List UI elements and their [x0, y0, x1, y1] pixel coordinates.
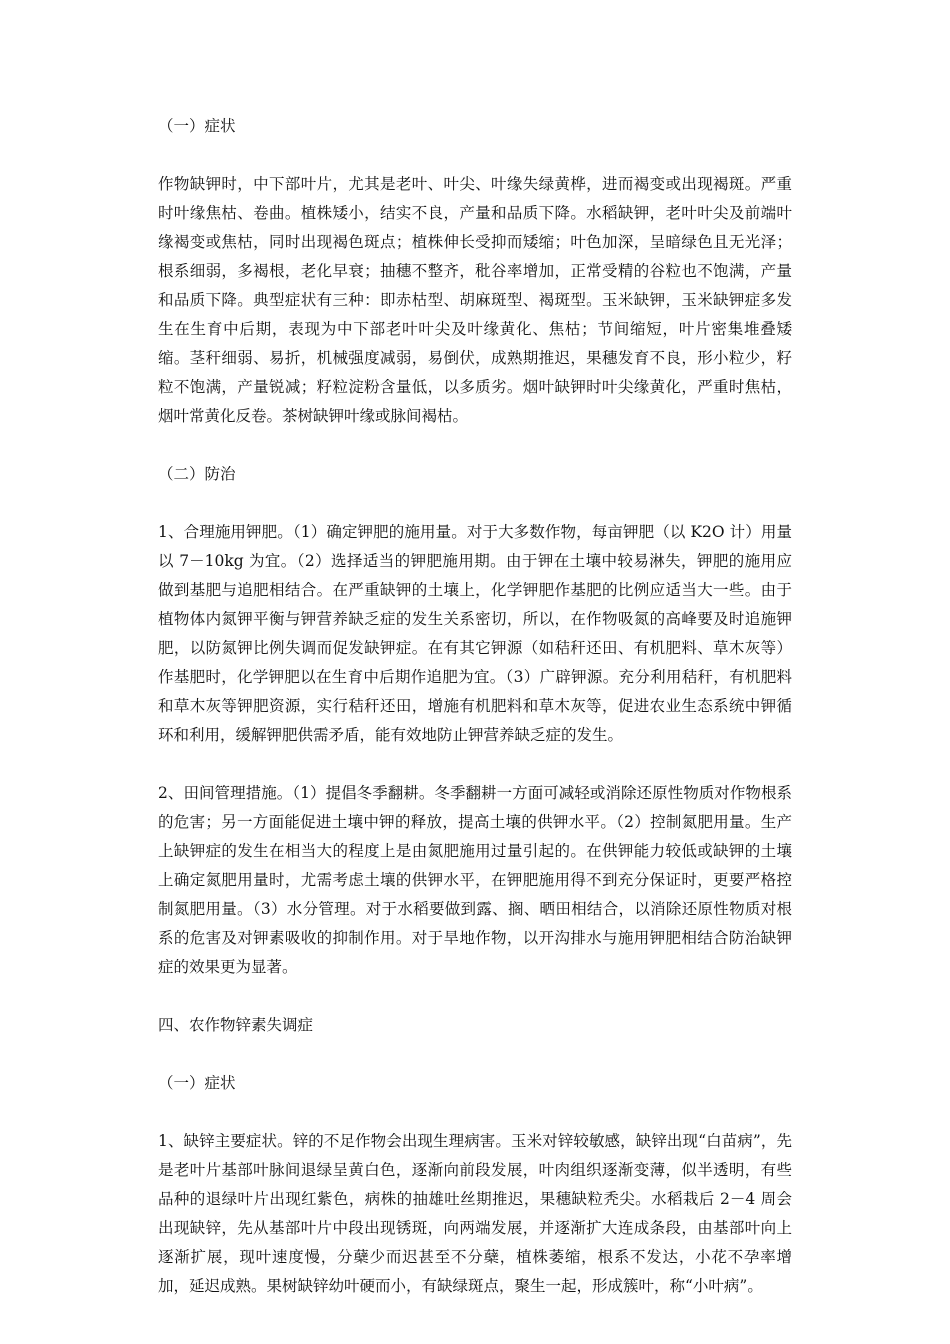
document-body: [158, 112, 792, 1330]
paragraph-potassium-symptoms: 作物缺钾时，中下部叶片，尤其是老叶、叶尖、叶缘失绿黄桦，进而褐变或出现褐斑。严重时叶缘焦枯、卷曲。植株矮小，结实不良，产量和品质下降。水稻缺钾，老叶叶尖及前端叶缘褐变或焦枯，同时出现褐色斑点；植株伸长受抑而矮缩；叶色加深，呈暗绿色且无光泽；根系细弱，多褐根，老化早衰；抽穗不整齐，秕谷率增加，正常受精的谷粒也不饱满，产量和品质下降。典型症状有三种：即赤枯型、胡麻斑型、褐斑型。玉米缺钾，玉米缺钾症多发生在生育中后期，表现为中下部老叶叶尖及叶缘黄化、焦枯；节间缩短，叶片密集堆叠矮缩。茎秆细弱、易折，机械强度减弱，易倒伏，成熟期推迟，果穗发育不良，形小粒少，籽粒不饱满，产量锐减；籽粒淀粉含量低，以多质劣。烟叶缺钾时叶尖缘黄化，严重时焦枯，烟叶常黄化反卷。茶树缺钾叶缘或脉间褐枯。: [158, 175, 792, 425]
paragraph-zinc-symptoms: 1、缺锌主要症状。锌的不足作物会出现生理病害。玉米对锌较敏感，缺锌出现“白苗病”，先是老叶片基部叶脉间退绿呈黄白色，逐渐向前段发展，叶肉组织逐渐变薄，似半透明，有些品种的退绿叶片出现红紫色，病株的抽雄吐丝期推迟，果穗缺粒秃尖。水稻栽后 2－4 周会出现缺锌，先从基部叶片中段出现锈斑，向两端发展，并逐渐扩大连成条段，由基部叶向上逐渐扩展，现叶速度慢，分蘖少而迟甚至不分蘖，植株萎缩，根系不发达，小花不孕率增加，延迟成熟。果树缺锌幼叶硬而小，有缺绿斑点，聚生一起，形成簇叶，称“小叶病”。: [158, 1132, 792, 1295]
paragraph-fertilizer-application: 1、合理施用钾肥。（1）确定钾肥的施用量。对于大多数作物，每亩钾肥（以 K2O 计）用量以 7－10kg 为宜。（2）选择适当的钾肥施用期。由于钾在土壤中较易淋失，钾肥的施用应做到基肥与追肥相结合。在严重缺钾的土壤上，化学钾肥作基肥的比例应适当大一些。由于植物体内氮钾平衡与钾营养缺乏症的发生关系密切，所以，在作物吸氮的高峰要及时追施钾肥，以防氮钾比例失调而促发缺钾症。在有其它钾源（如秸秆还田、有机肥料、草木灰等）作基肥时，化学钾肥以在生育中后期作追肥为宜。（3）广辟钾源。充分利用秸秆，有机肥料和草木灰等钾肥资源，实行秸秆还田，增施有机肥料和草木灰等，促进农业生态系统中钾循环和利用，缓解钾肥供需矛盾，能有效地防止钾营养缺乏症的发生。: [158, 523, 792, 744]
section-heading-prevention: （二）防治: [158, 465, 236, 483]
section-heading-symptoms: （一）症状: [158, 117, 236, 135]
section-heading-zinc-disorder: 四、农作物锌素失调症: [158, 1016, 314, 1034]
paragraph-field-management: 2、田间管理措施。（1）提倡冬季翻耕。冬季翻耕一方面可减轻或消除还原性物质对作物根系的危害；另一方面能促进土壤中钾的释放，提高土壤的供钾水平。（2）控制氮肥用量。生产上缺钾症的发生在相当大的程度上是由氮肥施用过量引起的。在供钾能力较低或缺钾的土壤上确定氮肥用量时，尤需考虑土壤的供钾水平，在钾肥施用得不到充分保证时，更要严格控制氮肥用量。（3）水分管理。对于水稻要做到露、搁、晒田相结合，以消除还原性物质对根系的危害及对钾素吸收的抑制作用。对于旱地作物，以开沟排水与施用钾肥相结合防治缺钾症的效果更为显著。: [158, 784, 792, 976]
section-heading-zinc-symptoms: （一）症状: [158, 1074, 236, 1092]
